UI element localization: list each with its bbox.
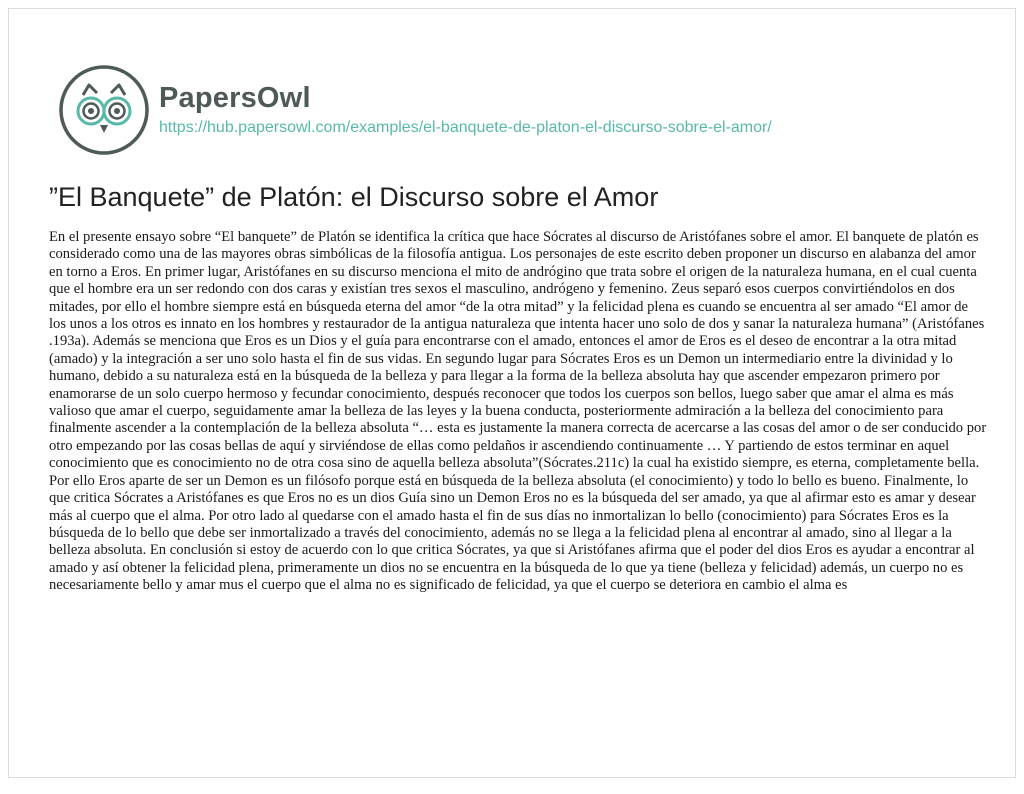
document-page <box>8 8 1016 778</box>
brand-name: PapersOwl <box>159 82 311 114</box>
owl-face-icon <box>59 65 149 155</box>
article-title: ”El Banquete” de Platón: el Discurso sobre el Amor <box>49 182 659 212</box>
brand-block <box>159 81 772 139</box>
article-body: En el presente ensayo sobre “El banquete” de Platón se identifica la crítica que hace Sócrates al discurso de Aristófanes sobre el amor. El banquete de platón es considerado como una de las mayores obras simbólicas de la filosofía antigua. Los personajes de este escrito deben proponer un discurso en alabanza del amor en torno a Eros. En primer lugar, Aristófanes en su discurso menciona el mito de andrógino que trata sobre el origen de la naturaleza humana, en el cual cuenta que el hombre era un ser redondo con dos caras y existían tres sexos el masculino, andrógeno y femenino. Zeus separó esos cuerpos convirtiéndolos en dos mitades, por ello el hombre siempre está en búsqueda eterna del amor “de la otra mitad” y la felicidad plena es cuando se encuentra al ser amado “El amor de los unos a los otros es innato en los hombres y restaurador de la antigua naturaleza que intenta hacer uno solo de dos y sanar la naturaleza humana” (Aristófanes .193a). Además se menciona que Eros es un Dios y el guía para encontrarse con el amado, entonces el amor de Eros es el deseo de encontrar a la otra mitad (amado) y la integración a ser uno solo hasta el fin de sus vidas. En segundo lugar para Sócrates Eros es un Demon un intermediario entre la divinidad y lo humano, debido a su naturaleza está en la búsqueda de la belleza y para llegar a la forma de la belleza absoluta hay que ascender empezaron primero por enamorarse de un solo cuerpo hermoso y fecundar conocimiento, después reconocer que todos los cuerpos son bellos, luego saber que amar el alma es más valioso que amar el cuerpo, seguidamente amar la belleza de las leyes y la buena conducta, posteriormente admiración a la belleza del conocimiento para finalmente ascender a la contemplación de la belleza absoluta “… esta es justamente la manera correcta de acercarse a las cosas del amor o de ser conducido por otro empezando por las cosas bellas de aquí y sirviéndose de ellas como peldaños ir ascendiendo continuamente … Y partiendo de estos terminar en aquel conocimiento que es conocimiento no de otra cosa sino de aquella belleza absoluta”(Sócrates.211c) la cual ha existido siempre, es eterna, completamente bella. Por ello Eros aparte de ser un Demon es un filósofo porque está en búsqueda de la belleza absoluta (el conocimiento) y todo lo bello es bueno. Finalmente, lo que critica Sócrates a Aristófanes es que Eros no es un dios Guía sino un Demon Eros no es la búsqueda del ser amado, ya que al afirmar esto es amar y desear más al cuerpo que el alma. Por otro lado al quedarse con el amado hasta el fin de sus días no inmortalizan lo bello (conocimiento) para Sócrates Eros es la búsqueda de lo bello que debe ser inmortalizado a través del conocimiento, además no se llega a la felicidad plena al encontrar al amado, sino al llegar a la belleza absoluta. En conclusión si estoy de acuerdo con lo que critica Sócrates, ya que si Aristófanes afirma que el poder del dios Eros es ayudar a encontrar al amado y así obtener la felicidad plena, primeramente un dios no se encuentra en la búsqueda de lo que ya tiene (belleza y felicidad) además, un cuerpo no es necesariamente bello y amar mus el cuerpo que el alma no es significado de felicidad, ya que el cuerpo se deteriora en cambio el alma es <box>49 229 987 594</box>
site-header <box>59 65 772 155</box>
source-url-link[interactable]: https://hub.papersowl.com/examples/el-banquete-de-platon-el-discurso-sobre-el-amor/ <box>159 119 772 136</box>
